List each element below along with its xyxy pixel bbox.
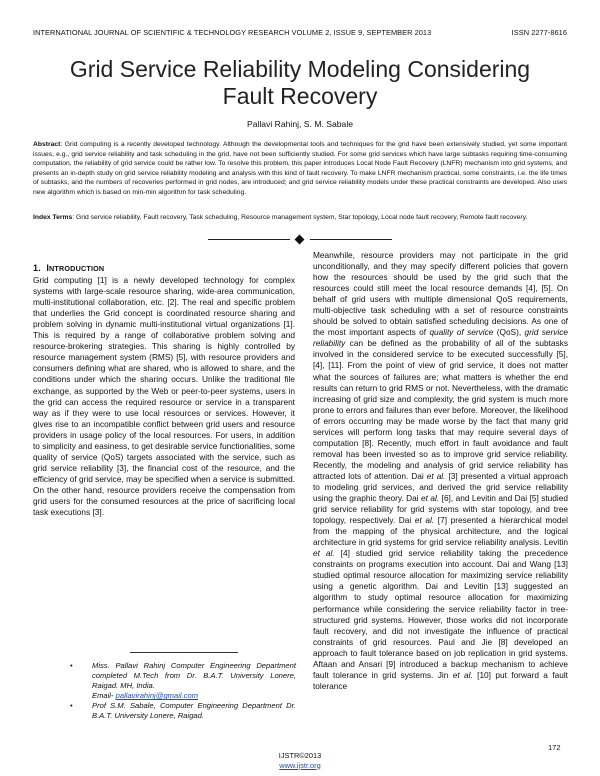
journal-name: INTERNATIONAL JOURNAL OF SCIENTIFIC & TECHNOLOGY RESEARCH VOLUME 2, ISSUE 9, SEPTEMBER 2013 (33, 28, 432, 37)
section-divider-right (310, 239, 392, 240)
paper-title (30, 56, 570, 110)
section-heading-introduction: 1. INTRODUCTION (33, 263, 105, 273)
intro-paragraph: Grid computing [1] is a newly developed technology for complex systems with large-scale resource sharing, wide-area communication, multi-institutional collaboration, etc. [2]. The real and specific problem that underlies the Grid concept is coordinated resource sharing and problem solving in dynamic multi-institutional virtual organizations [1]. This is required by a range of collaborative problem solving and resource-brokering strategies. This sharing is highly controlled by resource management system (RMS) [5], with resource providers and consumers defining what are shared, who is allowed to share, and the conditions under which the sharing occurs. Unlike the traditional file exchange, as supported by the Web or peer-to-peer systems, users in the grid can access the required resource or service in a transparent way as if they were to use local resources or services. However, it gives rise to an incompatible conflict between grid users and resource providers in usage policy of the local resources. For users, in addition to simplicity and easiness, to get desirable service functionalities, some quality of service (QoS) targets associated with the service, such as grid service reliability [3], the financial cost of the resource, and the efficiency of grid service, may be specified when a service is submitted. On the other hand, resource providers receive the compensation from grid users for the consumed resources at the price of sacrificing local task executions [3]. (33, 275, 295, 518)
footnote-1: • Miss. Pallavi Rahinj Computer Engineering Department completed M.Tech from Dr. B.A.T. University Lonere, Raigad. MH, India. Email- pallavirahinj@gmail.com (70, 661, 296, 701)
right-paragraph: Meanwhile, resource providers may not participate in the grid unconditionally, and they may specify different policies that govern how the resources should be used by the grid such that the resources could still meet the local resource demands [4], [5]. On behalf of grid users with multiple dimensional QoS requirements, multi-objective task scheduling with a set of resource constraints should be solved to obtain satisfied scheduling decisions. As one of the most important aspects of quality of service (QoS), grid service reliability can be defined as the probability of all of the subtasks involved in the considered service to be executed successfully [5], [4], [11]. From the point of view of grid service, it does not matter what the sources of failures are; what matters is whether the end results can return to grid RMS or not. Nevertheless, with the dramatic increasing of grid size and complexity, the grid system is much more prone to errors and failures than ever before. Moreover, the likelihood of errors occurring may be made worse by the fact that many grid services will perform long tasks that may require several days of computation [8]. Recently, much effort in fault avoidance and fault removal has been invested so as to improve grid service reliability. Recently, the modeling and analysis of grid service reliability has attracted lots of attention. Dai et al. [3] presented a virtual approach to modeling grid services, and derived the grid service reliability using the graphic theory. Dai et al. [6], and Levitin and Dai [5] studied grid service reliability for grid systems with star topology, and tree topology, respectively. Dai et al. [7] presented a hierarchical model from the mapping of the physical architecture, and the logical architecture in grid systems for grid service reliability analysis. Levitin et al. [4] studied grid service reliability taking the precedence constraints on programs execution into account. Dai and Wang [13] studied optimal resource allocation for maximizing service reliability using a genetic algorithm. Dai and Levitin [13] suggested an algorithm to study optimal resource allocation for maximizing performance while considering the service reliability factor in tree-structured grid systems. However, those works did not incorporate fault recovery, and did not investigate the influence of practical constraints of grid resources. Paul and Jie [8] developed an approach to fault tolerance based on job replication in grid systems. Aftaan and Ansari [9] introduced a backup mechanism to achieve fault tolerance in grid systems. Jin et al. [10] put forward a fault tolerance (313, 250, 569, 691)
footnote-2: • Prof S.M. Sabale, Computer Engineering Department Dr. B.A.T. University Lonere, Raigad. (70, 701, 296, 721)
footer-website-link[interactable]: www.ijstr.org (279, 760, 321, 770)
index-terms-label: Index Terms (33, 214, 73, 221)
footnotes (70, 661, 296, 722)
footer-copyright: IJSTR©2013 (278, 751, 322, 760)
title-line-1: Grid Service Reliability Modeling Considering (69, 56, 531, 82)
author-email-link[interactable]: pallavirahinj@gmail.com (115, 691, 199, 701)
bullet-icon: • (70, 701, 73, 711)
index-terms (33, 213, 567, 223)
divider-diamond-icon (295, 235, 305, 245)
authors: Pallavi Rahinj, S. M. Sabale (246, 119, 354, 129)
footnote-rule (130, 652, 238, 653)
page-number: 172 (548, 743, 561, 752)
abstract-text: : Grid computing is a recently developed technology. Although the developmental tools and techniques for the grid have been extensively studied, yet some important issues, e.g., grid service reliability and task scheduling in the grid, have not been sufficiently studied. For some grid services which have large subtasks requiring time-consuming computation, the reliability of grid service could be rather low. To resolve this problem, this paper introduces Local Node Fault Recovery (LNFR) mechanism into grid systems, and presents an in-depth study on grid service reliability modeling and analysis with this kind of fault recovery. To make LNFR mechanism practical, some constraints, i.e. the life times of subtasks, and the numbers of recoveries performed in grid nodes, are introduced; and grid service reliability models under these practical constraints are developed. Also uses new algorithm which is based on min-min algorithm for task scheduling. (33, 141, 567, 196)
section-divider-left (208, 239, 290, 240)
abstract-label: Abstract (33, 141, 61, 148)
left-column (33, 263, 295, 518)
title-line-2: Fault Recovery (222, 83, 378, 109)
page-footer (0, 751, 600, 770)
abstract (33, 140, 567, 198)
index-terms-text: : Grid service reliability, Fault recovery, Task scheduling, Resource management system, Star topology, Local node fault recovery, Remote fault recovery. (72, 214, 528, 221)
bullet-icon: • (70, 661, 73, 670)
issn: ISSN 2277-8616 (511, 28, 567, 37)
right-column (313, 250, 568, 692)
running-header (33, 28, 567, 37)
